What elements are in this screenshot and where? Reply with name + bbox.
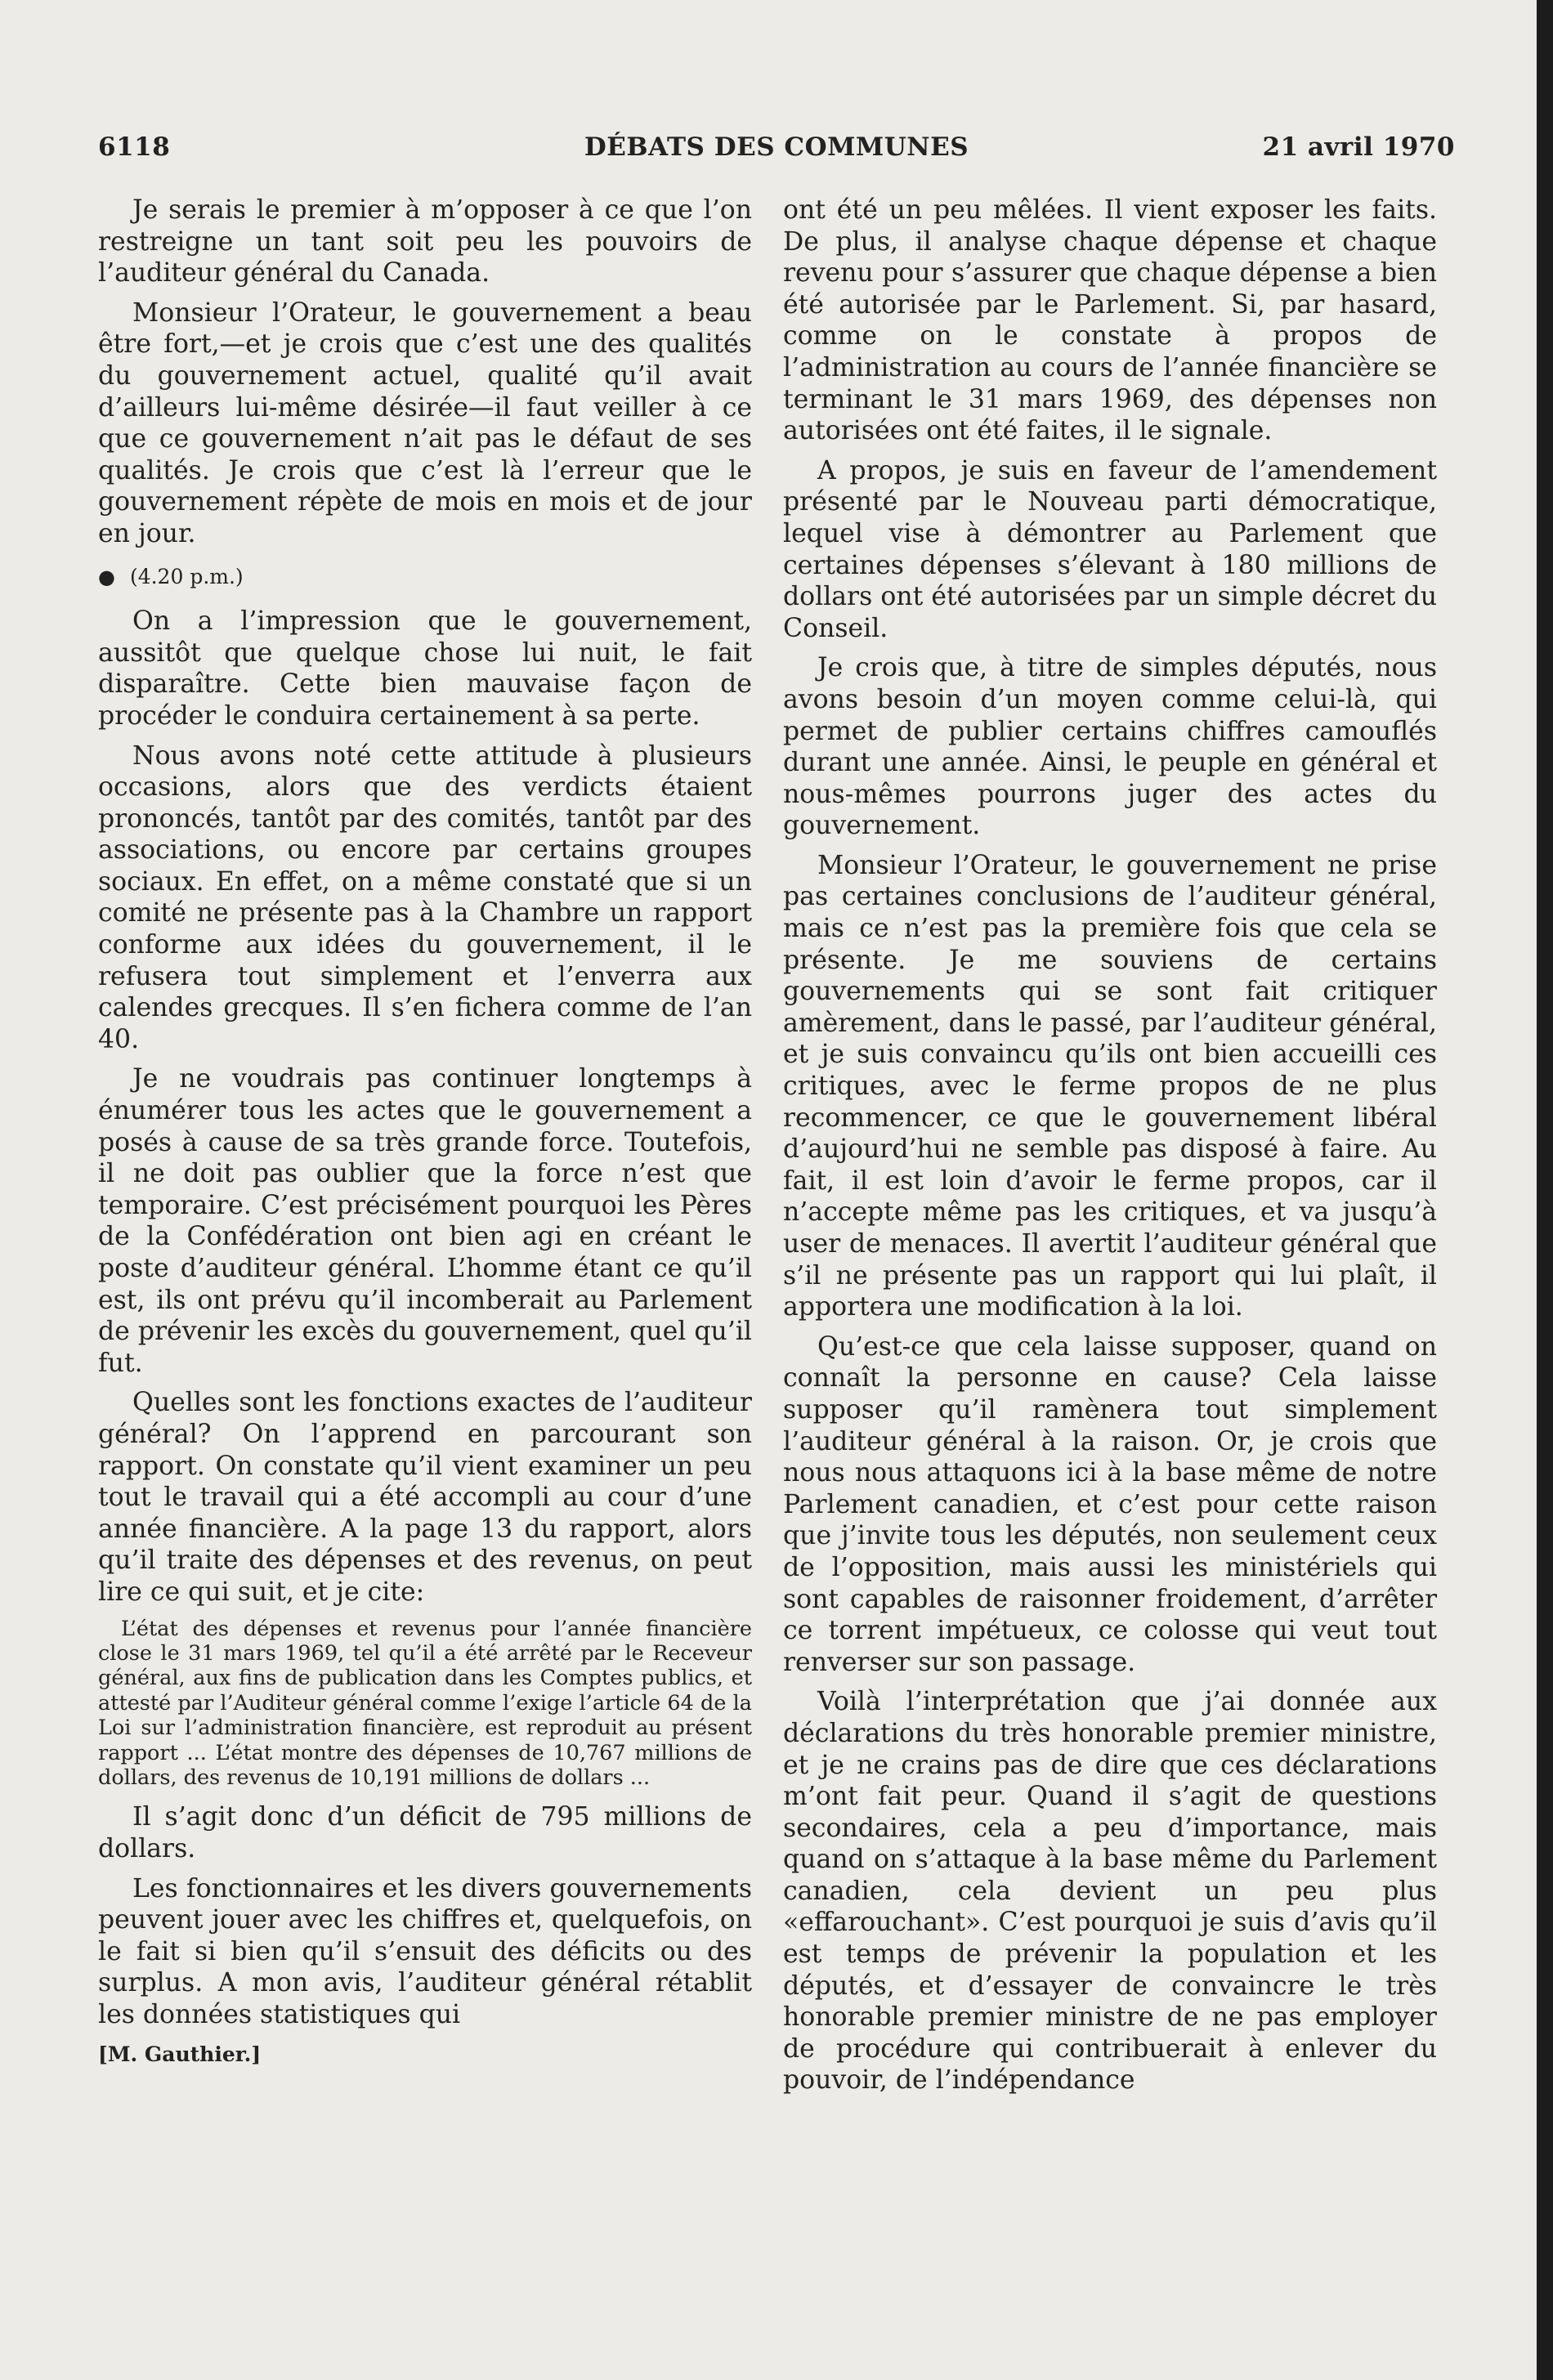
- paragraph: Voilà l’interprétation que j’ai donnée aux déclarations du très honorable premier ministre, et je ne crains pas de dire que ces déclarations m’ont fait peur. Quand il s’agit de questions secondaires, cela a peu d’importance, mais quand on s’attaque à la base même du Parlement canadien, cela devient un peu plus «effarouchant». C’est pourquoi je suis d’avis qu’il est temps de prévenir la population et les députés, et d’essayer de convaincre le très honorable premier ministre de ne pas employer de procédure qui contribuerait à enlever du pouvoir, de l’indépendance: [783, 1687, 1437, 2096]
- page-date: 21 avril 1970: [1262, 132, 1455, 162]
- paragraph: Je ne voudrais pas continuer longtemps à énumérer tous les actes que le gouvernement a posés à cause de sa très grande force. Toutefois, il ne doit pas oublier que la force n’est que temporaire. C’est précisément pourquoi les Pères de la Confédération ont bien agi en créant le poste d’auditeur général. L’homme étant ce qu’il est, ils ont prévu qu’il incomberait au Parlement de prévenir les excès du gouvernement, quel qu’il fut.: [98, 1064, 752, 1378]
- paragraph: ont été un peu mêlées. Il vient exposer les faits. De plus, il analyse chaque dépense et chaque revenu pour s’assurer que chaque dépense a bien été autorisée par le Parlement. Si, par hasard, comme on le constate à propos de l’administration au cours de l’année financière se terminant le 31 mars 1969, des dépenses non autorisées ont été faites, il le signale.: [783, 195, 1437, 446]
- time-marker: [98, 561, 752, 593]
- paragraph: Je crois que, à titre de simples députés, nous avons besoin d’un moyen comme celui-là, qui permet de publier certains chiffres camouflés durant une année. Ainsi, le peuple en général et nous-mêmes pourrons juger des actes du gouvernement.: [783, 653, 1437, 841]
- right-column: [783, 195, 1437, 2105]
- paragraph: A propos, je suis en faveur de l’amendement présenté par le Nouveau parti démocratique, lequel vise à démontrer au Parlement que certaines dépenses s’élevant à 180 millions de dollars ont été autorisées par un simple décret du Conseil.: [783, 455, 1437, 643]
- time-stamp: (4.20 p.m.): [129, 564, 244, 588]
- paragraph: Quelles sont les fonctions exactes de l’auditeur général? On l’apprend en parcourant son rapport. On constate qu’il vient examiner un peu tout le travail qui a été accompli au cour d’une année financière. A la page 13 du rapport, alors qu’il traite des dépenses et des revenus, on peut lire ce qui suit, et je cite:: [98, 1388, 752, 1607]
- paragraph: On a l’impression que le gouvernement, aussitôt que quelque chose lui nuit, le fait disparaître. Cette bien mauvaise façon de procéder le conduira certainement à sa perte.: [98, 606, 752, 731]
- page-number: 6118: [98, 132, 171, 162]
- paragraph: Monsieur l’Orateur, le gouvernement a beau être fort,—et je crois que c’est une des qualités du gouvernement actuel, qualité qu’il avait d’ailleurs lui-même désirée—il faut veiller à ce que ce gouvernement n’ait pas le défaut de ses qualités. Je crois que c’est là l’erreur que le gouvernement répète de mois en mois et de jour en jour.: [98, 298, 752, 548]
- paragraph: Qu’est-ce que cela laisse supposer, quand on connaît la personne en cause? Cela laisse supposer qu’il ramènera tout simplement l’auditeur général à la raison. Or, je crois que nous nous attaquons ici à la base même de notre Parlement canadien, et c’est pour cette raison que j’invite tous les députés, non seulement ceux de l’opposition, mais aussi les ministériels qui sont capables de raisonner froidement, d’arrêter ce torrent impétueux, ce colosse qui veut tout renverser sur son passage.: [783, 1331, 1437, 1677]
- left-column: [98, 195, 752, 2070]
- page-header: [98, 132, 1455, 165]
- paragraph: Nous avons noté cette attitude à plusieurs occasions, alors que des verdicts étaient prononcés, tantôt par des comités, tantôt par des associations, ou encore par certains groupes sociaux. En effet, on a même constaté que si un comité ne présente pas à la Chambre un rapport conforme aux idées du gouvernement, il le refusera tout simplement et l’enverra aux calendes grecques. Il s’en fichera comme de l’an 40.: [98, 740, 752, 1054]
- paragraph: Les fonctionnaires et les divers gouvernements peuvent jouer avec les chiffres et, quelquefois, on le fait si bien qu’il s’ensuit des déficits ou des surplus. A mon avis, l’auditeur général rétablit les données statistiques qui: [98, 1873, 752, 2029]
- bullet-icon: ●: [98, 565, 115, 588]
- publication-title: DÉBATS DES COMMUNES: [584, 132, 969, 162]
- paragraph: Je serais le premier à m’opposer à ce que l’on restreigne un tant soit peu les pouvoirs de l’auditeur général du Canada.: [98, 195, 752, 289]
- paragraph: Il s’agit donc d’un déficit de 795 millions de dollars.: [98, 1802, 752, 1863]
- block-quote: L’état des dépenses et revenus pour l’année financière close le 31 mars 1969, tel qu’il a été arrêté par le Receveur général, aux fins de publication dans les Comptes publics, et attesté par l’Auditeur général comme l’exige l’article 64 de la Loi sur l’administration financière, est reproduit au présent rapport ... L’état montre des dépenses de 10,767 millions de dollars, des revenus de 10,191 millions de dollars ...: [98, 1616, 752, 1790]
- speaker-attribution: [M. Gauthier.]: [98, 2042, 262, 2066]
- paragraph: Monsieur l’Orateur, le gouvernement ne prise pas certaines conclusions de l’auditeur général, mais ce n’est pas la première fois que cela se présente. Je me souviens de certains gouvernements qui se sont fait critiquer amèrement, dans le passé, par l’auditeur général, et je suis convaincu qu’ils ont bien accueilli ces critiques, avec le ferme propos de ne plus recommencer, ce que le gouvernement libéral d’aujourd’hui ne semble pas disposé à faire. Au fait, il est loin d’avoir le ferme propos, car il n’accepte même pas les critiques, et va jusqu’à user de menaces. Il avertit l’auditeur général que s’il ne présente pas un rapport qui lui plaît, il apportera une modification à la loi.: [783, 850, 1437, 1322]
